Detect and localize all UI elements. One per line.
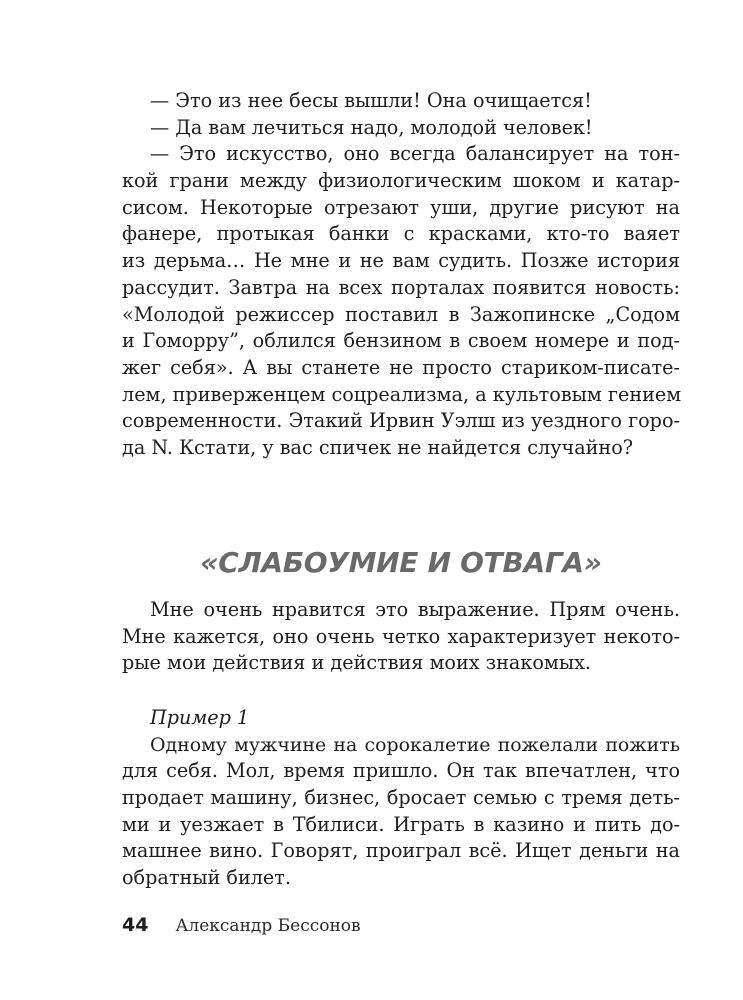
text-line: Мне очень нравится это выражение. Прям очень. [150,598,680,621]
text-block-dialogue [122,88,680,462]
text-line: для себя. Мол, время пришло. Он так впечатлен, что [122,759,680,783]
text-line: продает машину, бизнес, бросает семью с тремя деть- [122,786,680,810]
page-number: 44 [122,914,149,936]
text-line: фанере, протыкая банки с красками, кто-то ваяет [122,222,680,246]
page-footer [122,910,361,940]
text-line: из дерьма… Не мне и не вам судить. Позже история [122,249,680,273]
text-line: сисом. Некоторые отрезают уши, другие рисуют на [122,195,680,219]
text-line: лем, приверженцем соцреализма, а культовым гением [122,382,682,406]
text-line: «Молодой режиссер поставил в Зажопинске „Содом [122,302,680,326]
text-line: ми и уезжает в Тбилиси. Играть в казино и пить до- [122,812,680,836]
text-line: Одному мужчине на сорокалетие пожелали пожить [150,733,680,756]
text-line: рые мои действия и действия моих знакомых. [122,651,592,675]
text-line: кой грани между физиологическим шоком и катар- [122,169,680,193]
text-line: современности. Этакий Ирвин Уэлш из уездного горо- [122,409,680,433]
section-heading: «СЛАБОУМИЕ И ОТВАГА» [200,546,602,579]
text-line: — Это из нее бесы вышли! Она очищается! [150,89,592,112]
text-line: да N. Кстати, у вас спичек не найдется случайно? [122,435,634,459]
text-line: рассудит. Завтра на всех порталах появится новость: [122,275,680,299]
example-title: Пример 1 [150,706,250,729]
text-line: жег себя». А вы станете не просто стариком-писате- [122,355,680,379]
text-block-intro [122,597,680,677]
text-line: — Да вам лечиться надо, молодой человек! [150,115,593,139]
text-line: обратный билет. [122,866,291,890]
text-line: и Гоморру”, облился бензином в своем номере и под- [122,329,680,353]
text-line: Мне кажется, оно очень четко характеризует некото- [122,624,680,648]
text-block-example [122,705,680,892]
author-name: Александр Бессонов [175,916,361,936]
text-line: — Это искусство, оно всегда балансирует на тон- [150,142,680,166]
text-line: машнее вино. Говорят, проиграл всё. Ищет деньги на [122,839,680,863]
